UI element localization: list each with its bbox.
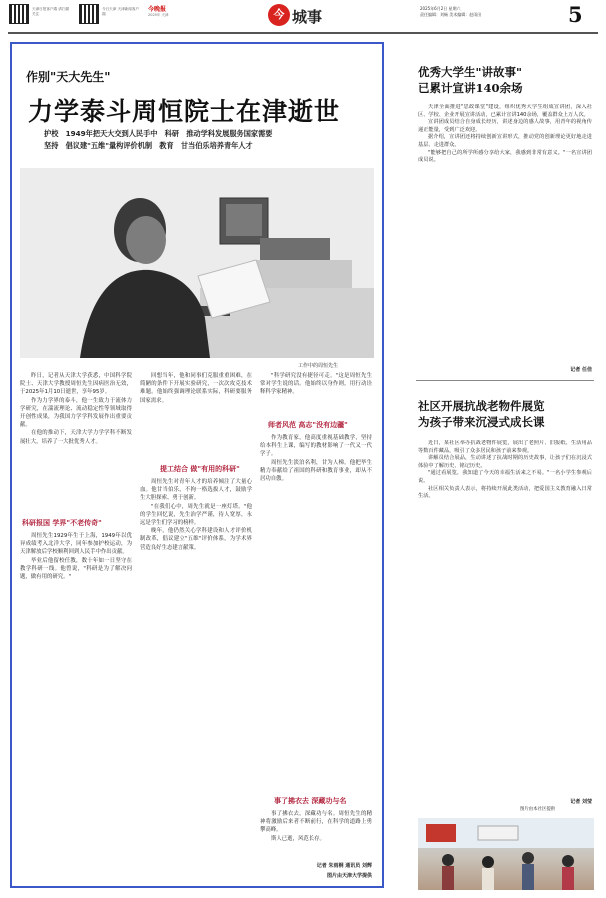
page-number: 5 <box>568 2 583 27</box>
lead-column-2b <box>140 478 252 878</box>
paragraph: 在他的推动下，天津大学力学学科不断发展壮大，培养了一大批优秀人才。 <box>20 430 132 445</box>
qr-code-icon <box>10 5 28 23</box>
paragraph: "能够把自己的所学所感分享给大家，我感到非常有意义。"一名宣讲团成员说。 <box>418 149 592 164</box>
lead-subhead: 科研报国 学界"不老传奇" <box>22 519 102 527</box>
right-story1-credit: 记者 任佳 <box>570 367 592 373</box>
lead-subhead: 事了拂衣去 深藏功与名 <box>274 797 347 805</box>
paragraph: 周恒先生淡泊名利，甘为人梯。他把毕生精力奉献给了祖国的科研和教育事业，却从不居功自傲。 <box>260 459 372 483</box>
paragraph: 天津全面推进"思政课堂"建设，组织优秀大学生组成宣讲团，深入社区、学校、企业开展宣讲活动，已累计宣讲140余场，覆盖群众上万人次。 <box>418 104 592 118</box>
lead-subheadings <box>44 128 374 152</box>
qr-code-icon <box>80 5 98 23</box>
lead-column-3c <box>260 810 372 856</box>
lead-photo <box>20 168 374 358</box>
paragraph: 晚年，他仍然关心学科建设和人才评价机制改革，倡议建立"五维"评价体系，为学术界营造良好生态建言献策。 <box>140 528 252 551</box>
newspaper-brand <box>148 6 169 18</box>
paragraph: 斯人已逝，风范长存。 <box>271 835 325 842</box>
section-logo: 今 <box>268 4 290 26</box>
paragraph: 宣讲团成员结合自身成长经历，讲述身边的感人故事，用青年的视角传递正能量，受到广泛欢迎。 <box>418 119 592 133</box>
lead-column-1b <box>20 532 132 878</box>
right-photo-caption: 图片由本社区提供 <box>520 807 556 812</box>
paragraph: "在我们心中，周先生就是一座灯塔。"他的学生回忆说，先生治学严谨，待人宽厚，永远是学生们学习的榜样。 <box>140 503 252 527</box>
date-line: 2025年6月2日 星期六 <box>420 6 461 11</box>
paragraph: 据介绍，宣讲团还将持续创新宣讲形式，推动党的创新理论更好地走进基层、走进群众。 <box>418 134 592 148</box>
paragraph: 昨日，记者从天津大学获悉，中国科学院院士、天津大学教授周恒先生因病医治无效，于2025年1月10日逝世，享年95岁。 <box>20 373 132 396</box>
paragraph: 近日，某社区举办抗战老物件展览，展出了老照片、旧报纸、生活用品等数百件藏品，吸引了众多居民和孩子前来参观。 <box>418 440 592 454</box>
brand-sub: 2025年 天津 <box>148 13 169 17</box>
right-divider <box>416 380 594 381</box>
title-line: 已累计宣讲140余场 <box>418 81 523 95</box>
lead-photo-illustration <box>20 168 374 358</box>
masthead <box>0 0 606 32</box>
paragraph: 作为力学界的泰斗，他一生致力于流体力学研究，在湍流理论、流动稳定性等领域取得开创性成果，为我国力学学科发展作出重要贡献。 <box>20 397 132 429</box>
title-line: 优秀大学生"讲故事" <box>418 65 522 79</box>
photo-caption: 工作中的周恒先生 <box>298 363 339 369</box>
lead-sub-line: 护校 1949年把天大交到人民手中 科研 推动学科发展服务国家需要 <box>44 129 273 138</box>
right-story1-title <box>418 64 523 96</box>
right-photo <box>418 818 594 890</box>
right-story2-credit: 记者 刘莹 <box>570 799 592 805</box>
paragraph: 毕业后他留校任教，数十年如一日坚守在教学科研一线。他曾说，"科研是为了解决问题，做有用的研究。" <box>20 557 132 581</box>
right-story2-title <box>418 398 545 430</box>
date-editor-line <box>420 6 560 18</box>
lead-subhead: 师者风范 高志"没有边疆" <box>268 421 348 429</box>
section-name: 城事 <box>292 8 323 26</box>
lead-headline: 力学泰斗周恒院士在津逝世 <box>28 97 341 126</box>
qr-left-caption: 天津日报客户端 请扫描关注 <box>32 7 70 16</box>
paragraph: 作为教育家，他高度重视基础教学，坚持给本科生上课，编写的教材影响了一代又一代学子。 <box>260 435 372 458</box>
paragraph: 周恒先生1929年生于上海，1949年以优异成绩考入北洋大学，同年参加护校运动，为天津解放后学校顺利回到人民手中作出贡献。 <box>20 533 132 556</box>
lead-column-2 <box>140 372 252 462</box>
qr-right-caption: 今日天津 天津新闻客户端 <box>102 7 140 16</box>
paragraph: 周恒先生对青年人才的培养倾注了大量心血。他甘当伯乐，不拘一格选拔人才，鼓励学生大胆探索、勇于创新。 <box>140 479 252 502</box>
lead-column-3 <box>260 372 372 418</box>
paragraph: 讲解员结合展品，生动讲述了抗战时期的历史故事，让孩子们在沉浸式体验中了解历史、铭记历史。 <box>418 455 592 469</box>
right-story2-body <box>418 440 592 796</box>
brand-name: 今晚报 <box>148 6 167 13</box>
paragraph: 事了拂衣去，深藏功与名。周恒先生的精神将激励后来者不断前行，在科学的道路上勇攀高峰。 <box>260 811 372 834</box>
exhibition-photo-illustration <box>418 818 594 890</box>
paragraph: 社区相关负责人表示，将持续开展此类活动，把爱国主义教育融入日常生活。 <box>418 485 592 500</box>
lead-subhead: 提工结合 做"有用的科研" <box>160 465 240 473</box>
lead-column-3b <box>260 434 372 784</box>
lead-sub-line: 坚持 倡议建"五维"量构评价机制 教育 甘当伯乐培养青年人才 <box>44 141 253 150</box>
paragraph: 回想当年，他和同事们克服重重困难，在简陋的条件下开展实验研究，一次次攻克技术难题。他始终强调理论联系实际，科研要服务国家需求。 <box>140 373 252 404</box>
paragraph: "科学研究没有捷径可走。"这是周恒先生常对学生说的话。他始终以身作则，用行动诠释科学家精神。 <box>260 373 372 396</box>
title-line: 为孩子带来沉浸式成长课 <box>418 415 545 429</box>
header-rule <box>8 32 598 34</box>
lead-credit: 记者 朱雨桐 通讯员 刘辉 <box>316 863 372 869</box>
lead-photo-credit: 图片由天津大学提供 <box>326 873 372 879</box>
editor-line: 责任编辑：刘畅 美术编辑：赵雨田 <box>420 12 482 17</box>
paragraph: "通过看展览，我知道了今天的幸福生活来之不易。"一名小学生参观后说。 <box>418 470 592 484</box>
right-story1-body <box>418 104 592 364</box>
lead-kicker: 作别"天大先生" <box>26 70 111 84</box>
title-line: 社区开展抗战老物件展览 <box>418 399 545 413</box>
